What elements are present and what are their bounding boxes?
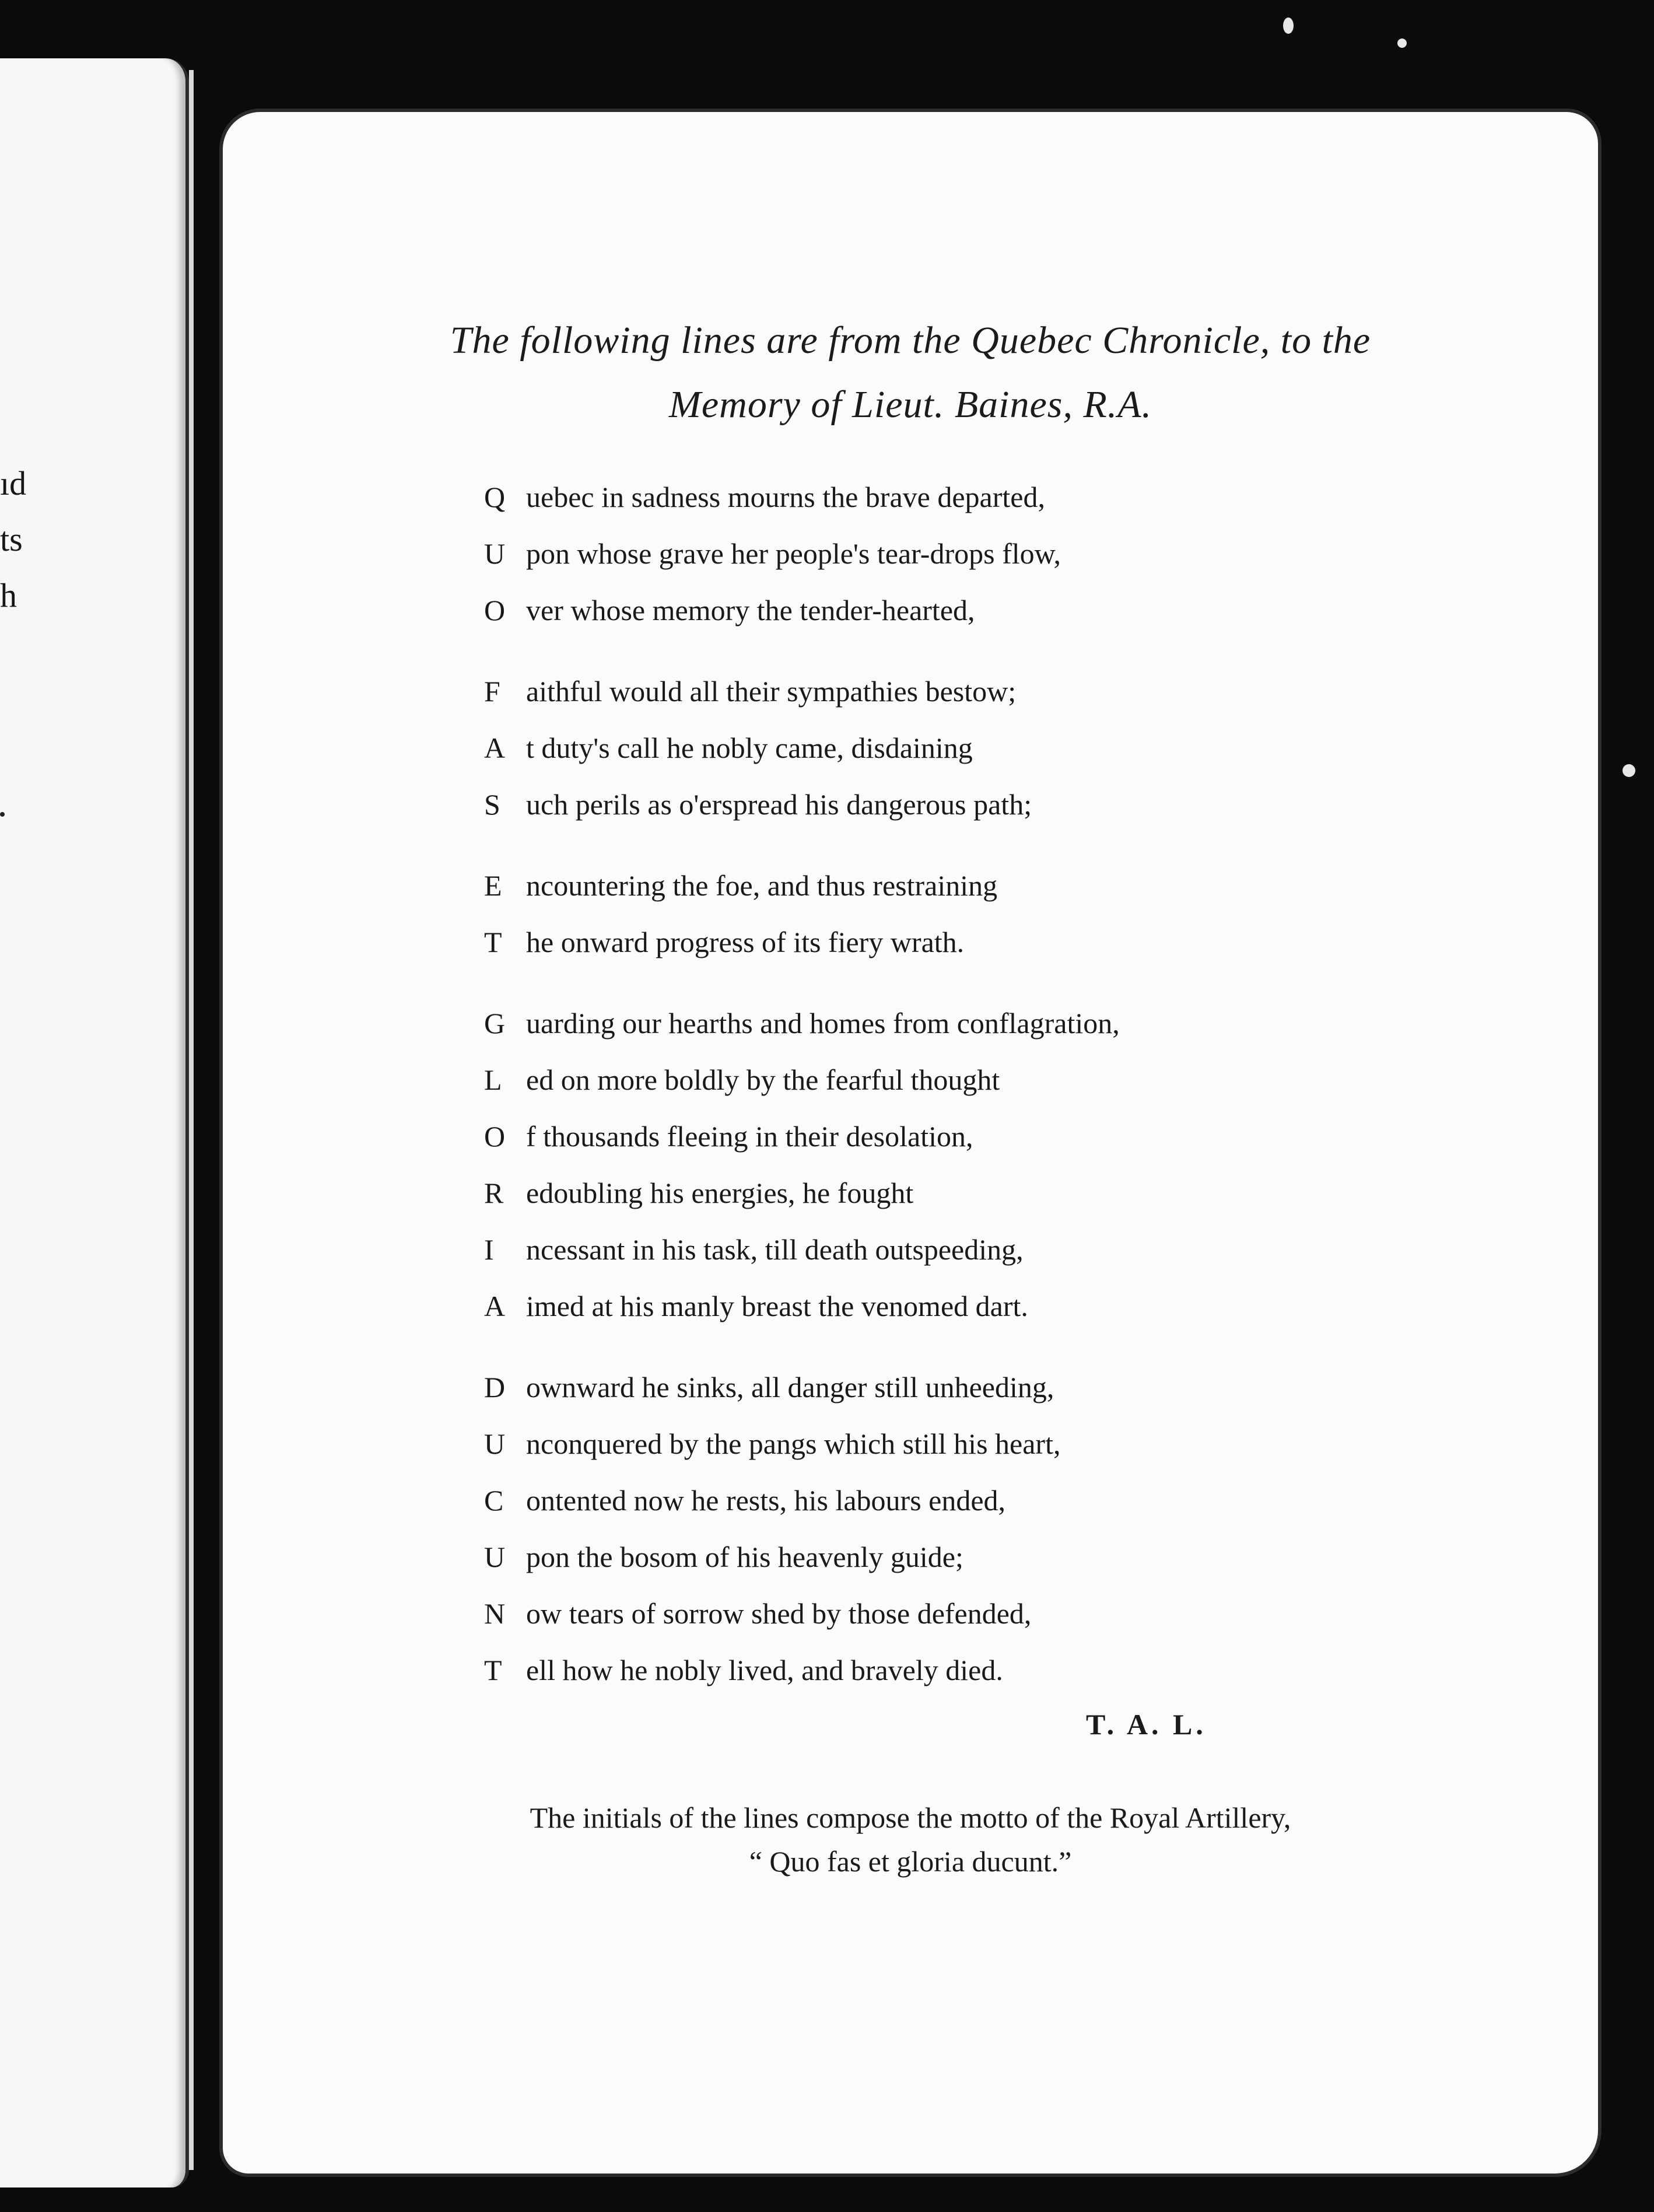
poem-line <box>484 1599 1031 1628</box>
header-line-1: The following lines are from the Quebec Chronicle, to the <box>450 319 1371 362</box>
left-page-text-fragment: ts <box>0 520 23 558</box>
acrostic-initial: C <box>484 1484 504 1517</box>
acrostic-initial: E <box>484 869 502 902</box>
poem-line-text: imed at his manly breast the venomed dart. <box>526 1290 1028 1322</box>
motto-note-line-2: “ Quo fas et gloria ducunt.” <box>749 1845 1072 1878</box>
acrostic-initial: A <box>484 1290 506 1322</box>
poem-line-text: t duty's call he nobly came, disdaining <box>526 732 973 764</box>
right-page <box>219 108 1602 2177</box>
poem-line-text: pon whose grave her people's tear-drops flow, <box>526 537 1061 570</box>
poem-line <box>484 733 973 762</box>
poem-line <box>484 1656 1003 1685</box>
poem-line <box>484 1429 1060 1458</box>
scan-speck <box>1397 38 1407 48</box>
poem-line-text: aithful would all their sympathies bestow; <box>526 675 1017 708</box>
poem-line <box>484 1065 1000 1094</box>
poem-line <box>484 1235 1024 1264</box>
poem-line-text: ell how he nobly lived, and bravely died. <box>526 1654 1003 1686</box>
poem-line-text: edoubling his energies, he fought <box>526 1177 914 1209</box>
poem-line <box>484 1009 1120 1038</box>
poem-line-text: uebec in sadness mourns the brave departed, <box>526 481 1045 513</box>
signature: T. A. L. <box>1086 1708 1207 1741</box>
poem-line-text: uch perils as o'erspread his dangerous path; <box>526 788 1032 821</box>
acrostic-initial: G <box>484 1007 506 1040</box>
acrostic-initial: O <box>484 594 506 626</box>
poem-line <box>484 1122 973 1151</box>
poem-line <box>484 677 1016 706</box>
header-line-2: Memory of Lieut. Baines, R.A. <box>668 383 1152 426</box>
poem-line-text: ncountering the foe, and thus restraining <box>526 869 998 902</box>
acrostic-initial: N <box>484 1597 506 1630</box>
acrostic-initial: Q <box>484 481 506 513</box>
left-page-text-fragment: ıd <box>0 464 27 502</box>
acrostic-initial: L <box>484 1063 502 1096</box>
ink-mark <box>0 812 5 817</box>
motto-note-line-1: The initials of the lines compose the motto of the Royal Artillery, <box>530 1801 1291 1834</box>
poem-line <box>484 871 997 900</box>
poem-line-text: ver whose memory the tender-hearted, <box>526 594 975 626</box>
poem-line-text: nconquered by the pangs which still his heart, <box>526 1427 1061 1460</box>
acrostic-initial: R <box>484 1177 504 1209</box>
poem-line <box>484 1486 1005 1515</box>
poem-line-text: ed on more boldly by the fearful thought <box>526 1063 1000 1096</box>
acrostic-initial: O <box>484 1120 506 1153</box>
poem-line-text: ow tears of sorrow shed by those defended, <box>526 1597 1032 1630</box>
poem-line <box>484 1542 963 1572</box>
acrostic-initial: D <box>484 1371 506 1404</box>
poem-line-text: ontented now he rests, his labours ended, <box>526 1484 1006 1517</box>
poem-line <box>484 539 1061 568</box>
poem-line <box>484 1178 913 1208</box>
poem-line-text: uarding our hearths and homes from conflagration, <box>526 1007 1120 1040</box>
acrostic-initial: F <box>484 675 500 708</box>
left-page-edge <box>189 70 194 2170</box>
acrostic-initial: T <box>484 926 502 958</box>
poem-line <box>484 1292 1028 1321</box>
acrostic-initial: T <box>484 1654 502 1686</box>
acrostic-initial: U <box>484 1427 506 1460</box>
poem-line-text: ownward he sinks, all danger still unheeding, <box>526 1371 1054 1404</box>
poem-line <box>484 790 1032 819</box>
acrostic-initial: S <box>484 788 500 821</box>
acrostic-initial: A <box>484 732 506 764</box>
poem-line <box>484 1373 1054 1402</box>
poem-line <box>484 482 1045 512</box>
poem-line <box>484 928 964 957</box>
acrostic-initial: U <box>484 537 506 570</box>
poem-line-text: ncessant in his task, till death outspeeding, <box>526 1233 1024 1266</box>
poem-line-text: f thousands fleeing in their desolation, <box>526 1120 973 1153</box>
poem-line-text: pon the bosom of his heavenly guide; <box>526 1541 963 1573</box>
acrostic-initial: I <box>484 1233 494 1266</box>
poem-line <box>484 596 975 625</box>
poem-line-text: he onward progress of its fiery wrath. <box>526 926 965 958</box>
acrostic-initial: U <box>484 1541 506 1573</box>
scan-speck <box>1283 18 1294 34</box>
left-page <box>0 58 189 2188</box>
left-page-text-fragment: h <box>0 576 17 614</box>
scan-speck <box>1623 764 1635 777</box>
